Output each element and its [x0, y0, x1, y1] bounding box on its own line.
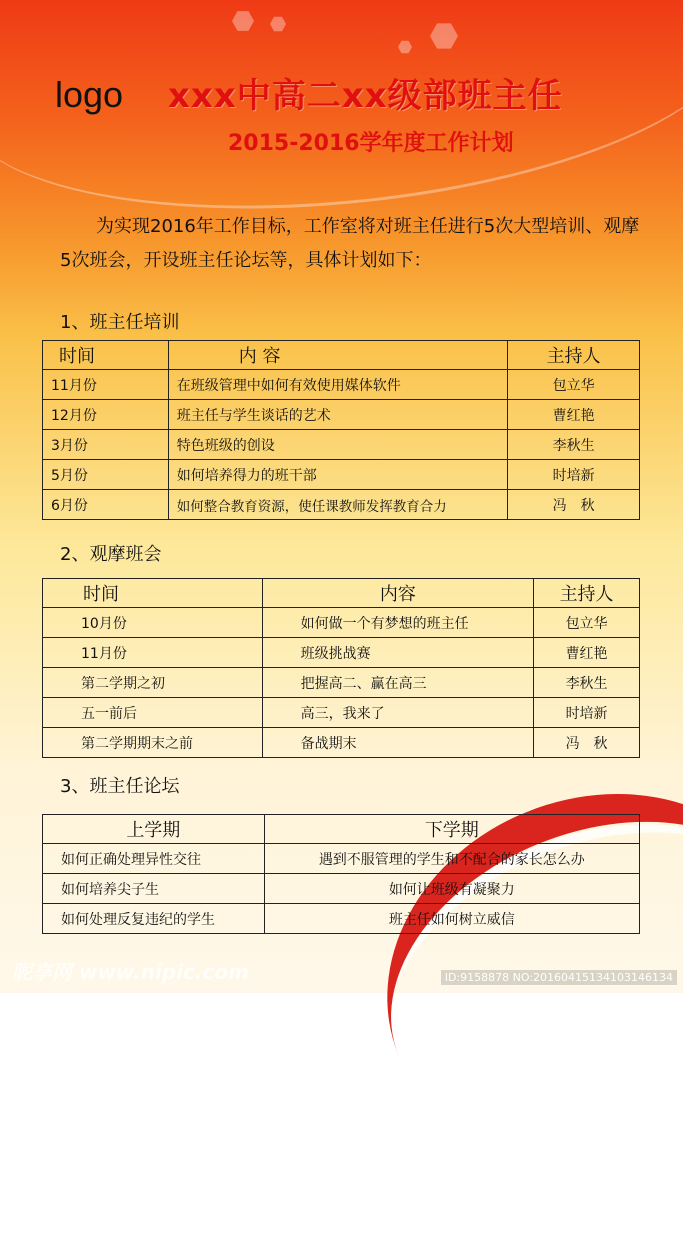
column-header: 时间 — [43, 579, 263, 608]
time-cell: 五一前后 — [43, 698, 263, 728]
table-header-row — [43, 579, 640, 608]
section-heading-training: 1、班主任培训 — [60, 312, 180, 333]
host-cell: 包立华 — [508, 370, 640, 400]
column-header: 上学期 — [43, 815, 265, 844]
time-cell: 第二学期期末之前 — [43, 728, 263, 758]
host-cell: 冯 秋 — [508, 490, 640, 520]
training-table — [42, 340, 640, 520]
first-term-topic: 如何处理反复违纪的学生 — [43, 904, 265, 934]
table-row — [43, 490, 640, 520]
content-cell: 班级挑战赛 — [262, 638, 534, 668]
host-cell: 冯 秋 — [534, 728, 640, 758]
column-header: 时间 — [43, 341, 169, 370]
host-cell: 李秋生 — [508, 430, 640, 460]
time-cell: 3月份 — [43, 430, 169, 460]
host-cell: 曹红艳 — [534, 638, 640, 668]
table-row — [43, 668, 640, 698]
time-cell: 5月份 — [43, 460, 169, 490]
content-cell: 如何做一个有梦想的班主任 — [262, 608, 534, 638]
table-row — [43, 638, 640, 668]
logo: logo — [55, 74, 124, 115]
intro-paragraph: 为实现2016年工作目标，工作室将对班主任进行5次大型培训、观摩5次班会，开设班主任论坛等，具体计划如下： — [60, 216, 640, 271]
column-header: 下学期 — [264, 815, 639, 844]
host-cell: 李秋生 — [534, 668, 640, 698]
time-cell: 6月份 — [43, 490, 169, 520]
column-header: 主持人 — [508, 341, 640, 370]
table-row — [43, 430, 640, 460]
host-cell: 曹红艳 — [508, 400, 640, 430]
content-cell: 特色班级的创设 — [168, 430, 507, 460]
content-cell: 把握高二、赢在高三 — [262, 668, 534, 698]
host-cell: 时培新 — [508, 460, 640, 490]
host-cell: 包立华 — [534, 608, 640, 638]
column-header: 主持人 — [534, 579, 640, 608]
table-row — [43, 370, 640, 400]
page-subtitle: 2015-2016学年度工作计划 — [228, 131, 514, 156]
time-cell: 第二学期之初 — [43, 668, 263, 698]
table-header-row — [43, 341, 640, 370]
time-cell: 12月份 — [43, 400, 169, 430]
table-row — [43, 728, 640, 758]
page-title: xxx中高二xx级部班主任 — [168, 76, 563, 116]
second-term-topic: 遇到不服管理的学生和不配合的家长怎么办 — [264, 844, 639, 874]
watermark-id: ID:9158878 NO:20160415134103146134 — [441, 970, 677, 985]
content-cell: 如何培养得力的班干部 — [168, 460, 507, 490]
observation-table — [42, 578, 640, 758]
table-row — [43, 874, 640, 904]
first-term-topic: 如何培养尖子生 — [43, 874, 265, 904]
time-cell: 11月份 — [43, 370, 169, 400]
table-row — [43, 608, 640, 638]
section-heading-forum: 3、班主任论坛 — [60, 776, 180, 797]
content-cell: 备战期末 — [262, 728, 534, 758]
time-cell: 10月份 — [43, 608, 263, 638]
column-header: 内 容 — [168, 341, 507, 370]
section-heading-observation: 2、观摩班会 — [60, 544, 162, 565]
table-row — [43, 460, 640, 490]
column-header: 内容 — [262, 579, 534, 608]
table-row — [43, 844, 640, 874]
host-cell: 时培新 — [534, 698, 640, 728]
time-cell: 11月份 — [43, 638, 263, 668]
table-row — [43, 904, 640, 934]
content-cell: 班主任与学生谈话的艺术 — [168, 400, 507, 430]
second-term-topic: 班主任如何树立威信 — [264, 904, 639, 934]
content-cell: 如何整合教育资源，使任课教师发挥教育合力 — [168, 490, 507, 520]
table-row — [43, 400, 640, 430]
content-cell: 在班级管理中如何有效使用媒体软件 — [168, 370, 507, 400]
table-row — [43, 698, 640, 728]
forum-table — [42, 814, 640, 934]
first-term-topic: 如何正确处理异性交往 — [43, 844, 265, 874]
watermark-site: 昵享网 www.nipic.com — [12, 960, 249, 984]
table-header-row — [43, 815, 640, 844]
second-term-topic: 如何让班级有凝聚力 — [264, 874, 639, 904]
content-cell: 高三，我来了 — [262, 698, 534, 728]
